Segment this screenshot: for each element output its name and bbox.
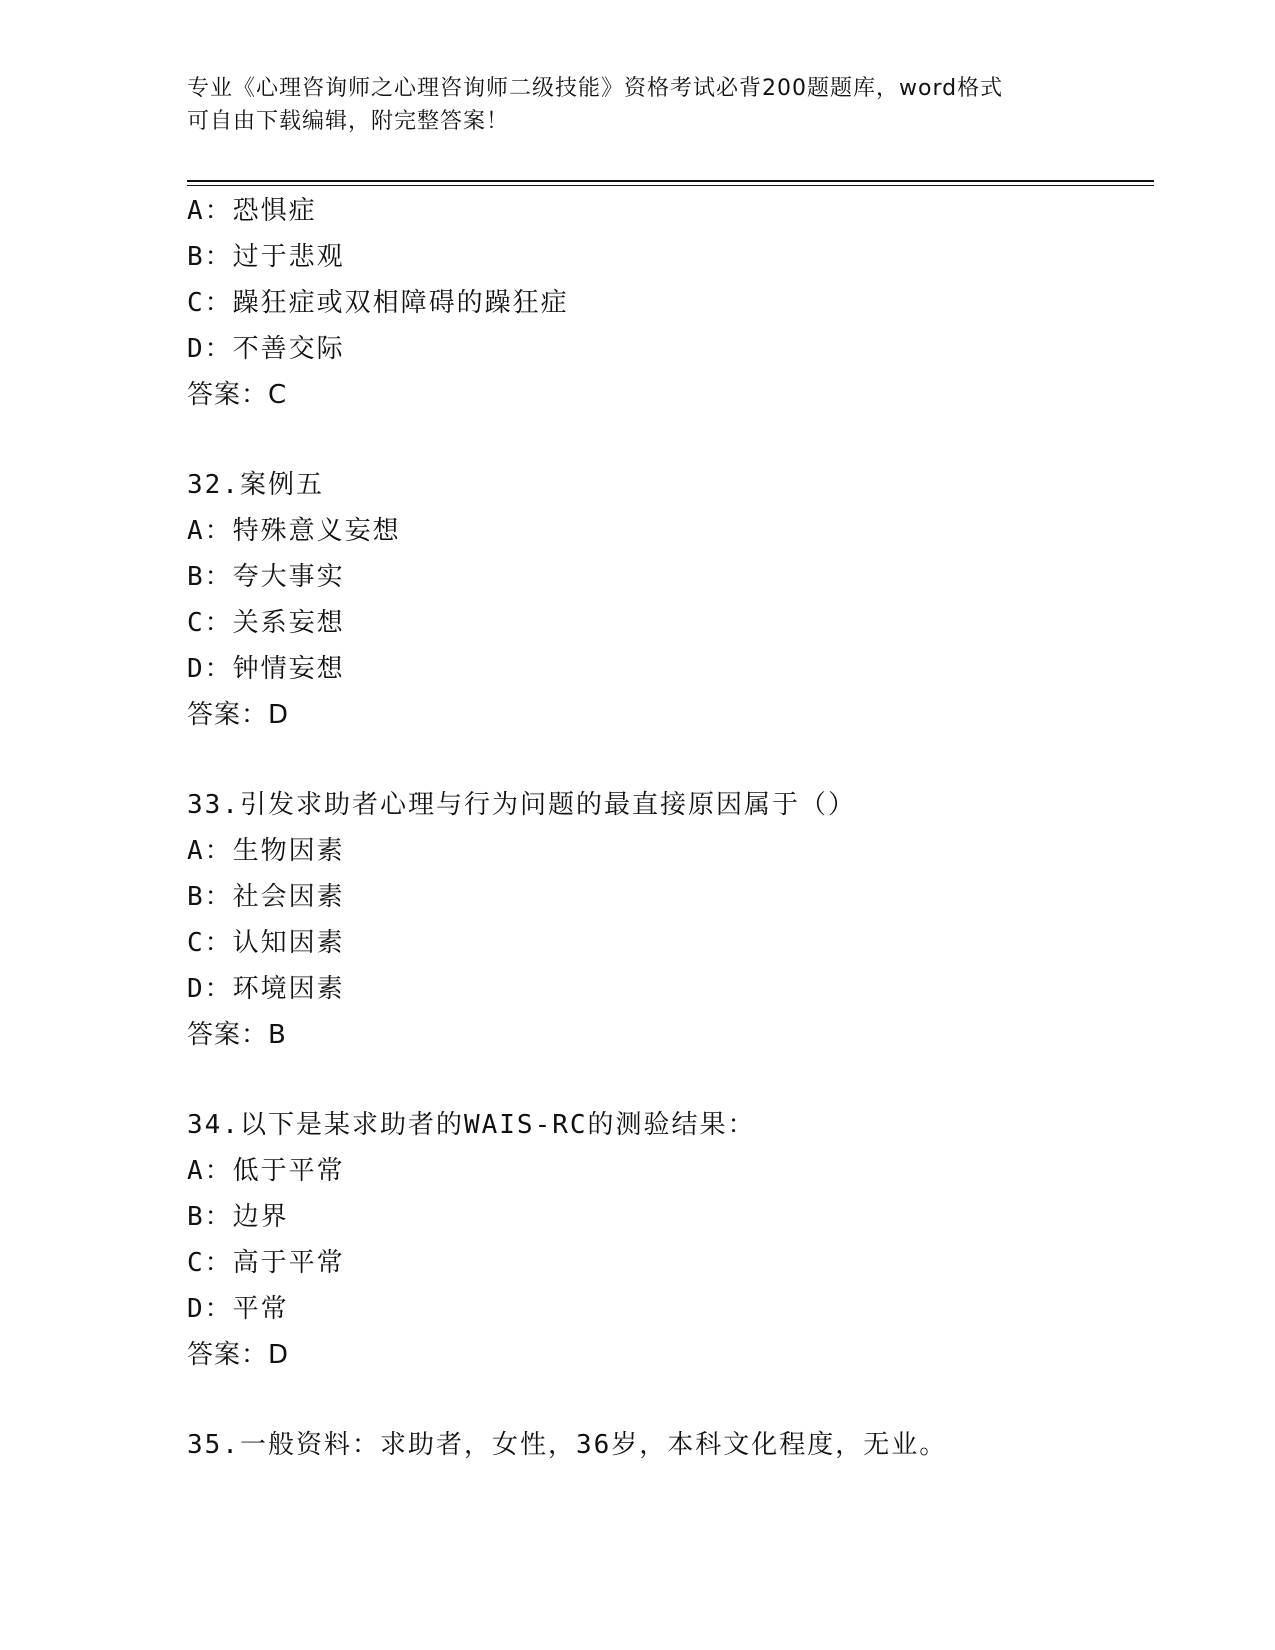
option-b: B：过于悲观 <box>187 242 345 272</box>
option-d: D：平常 <box>187 1294 289 1324</box>
question-list <box>187 188 1154 1468</box>
question-stem: 35.一般资料：求助者，女性，36岁，本科文化程度，无业。 <box>187 1430 948 1460</box>
question-31 <box>187 188 1154 418</box>
header-line-1: 专业《心理咨询师之心理咨询师二级技能》资格考试必背200题题库，word格式 <box>187 76 1004 101</box>
option-d: D：不善交际 <box>187 334 345 364</box>
question-stem: 32.案例五 <box>187 470 324 500</box>
answer: 答案：B <box>187 1020 287 1050</box>
question-stem: 34.以下是某求助者的WAIS-RC的测验结果： <box>187 1110 756 1140</box>
header-line-2: 可自由下载编辑，附完整答案！ <box>187 109 510 134</box>
question-34 <box>187 1102 1154 1378</box>
option-d: D：钟情妄想 <box>187 654 345 684</box>
question-stem: 33.引发求助者心理与行为问题的最直接原因属于（） <box>187 790 856 820</box>
option-b: B：社会因素 <box>187 882 345 912</box>
question-35 <box>187 1422 1154 1468</box>
option-c: C：认知因素 <box>187 928 345 958</box>
question-32 <box>187 462 1154 738</box>
option-b: B：夸大事实 <box>187 562 345 592</box>
option-c: C：高于平常 <box>187 1248 345 1278</box>
option-c: C：关系妄想 <box>187 608 345 638</box>
answer: 答案：D <box>187 700 290 730</box>
answer: 答案：D <box>187 1340 290 1370</box>
question-33 <box>187 782 1154 1058</box>
option-a: A：生物因素 <box>187 836 345 866</box>
document-header <box>187 72 1087 138</box>
option-a: A：低于平常 <box>187 1156 345 1186</box>
header-divider <box>187 180 1154 186</box>
option-d: D：环境因素 <box>187 974 345 1004</box>
option-c: C：躁狂症或双相障碍的躁狂症 <box>187 288 569 318</box>
option-b: B：边界 <box>187 1202 289 1232</box>
answer: 答案：C <box>187 380 288 410</box>
option-a: A：恐惧症 <box>187 196 317 226</box>
option-a: A：特殊意义妄想 <box>187 516 401 546</box>
